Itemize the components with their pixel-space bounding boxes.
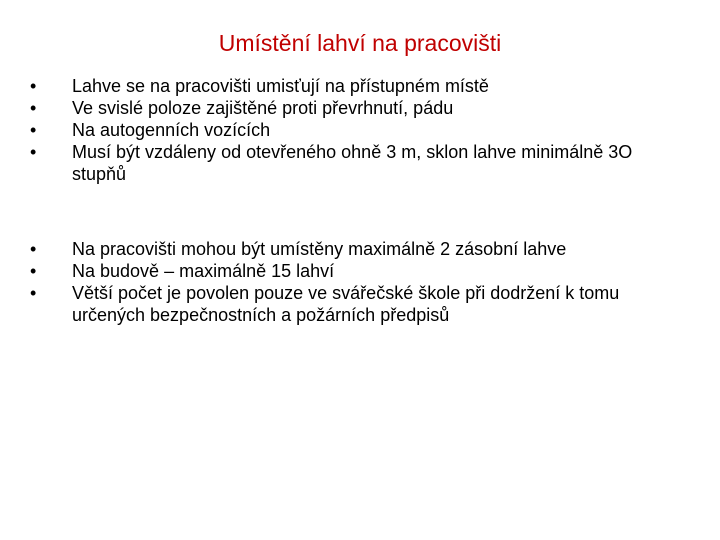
bullet-icon: • bbox=[30, 239, 37, 259]
list-item bbox=[30, 119, 690, 141]
list-item bbox=[30, 260, 690, 282]
list-item-text: Ve svislé poloze zajištěné proti převrhnutí, pádu bbox=[72, 98, 454, 118]
list-item bbox=[30, 238, 690, 260]
list-item bbox=[30, 282, 690, 326]
bullet-icon: • bbox=[30, 120, 37, 140]
list-item-text: Na autogenních vozících bbox=[72, 120, 271, 140]
list-item-text: Na budově – maximálně 15 lahví bbox=[72, 261, 335, 281]
bullet-icon: • bbox=[30, 261, 37, 281]
list-item-text: Větší počet je povolen pouze ve svářečské škole při dodržení k tomu určených bezpečnostních a požárních předpisů bbox=[72, 283, 620, 325]
list-item bbox=[30, 97, 690, 119]
bullet-icon: • bbox=[30, 283, 37, 303]
bullet-icon: • bbox=[30, 76, 37, 96]
slide-title: Umístění lahví na pracovišti bbox=[218, 30, 502, 56]
list-item-text: Lahve se na pracovišti umisťují na přístupném místě bbox=[72, 76, 489, 96]
list-item-text: Musí být vzdáleny od otevřeného ohně 3 m, sklon lahve minimálně 3O stupňů bbox=[72, 142, 633, 184]
list-item-text: Na pracovišti mohou být umístěny maximálně 2 zásobní lahve bbox=[72, 239, 567, 259]
list-item bbox=[30, 141, 690, 185]
bullet-list-primary bbox=[30, 75, 690, 185]
list-item bbox=[30, 75, 690, 97]
bullet-icon: • bbox=[30, 98, 37, 118]
bullet-icon: • bbox=[30, 142, 37, 162]
bullet-list-secondary bbox=[30, 238, 690, 326]
